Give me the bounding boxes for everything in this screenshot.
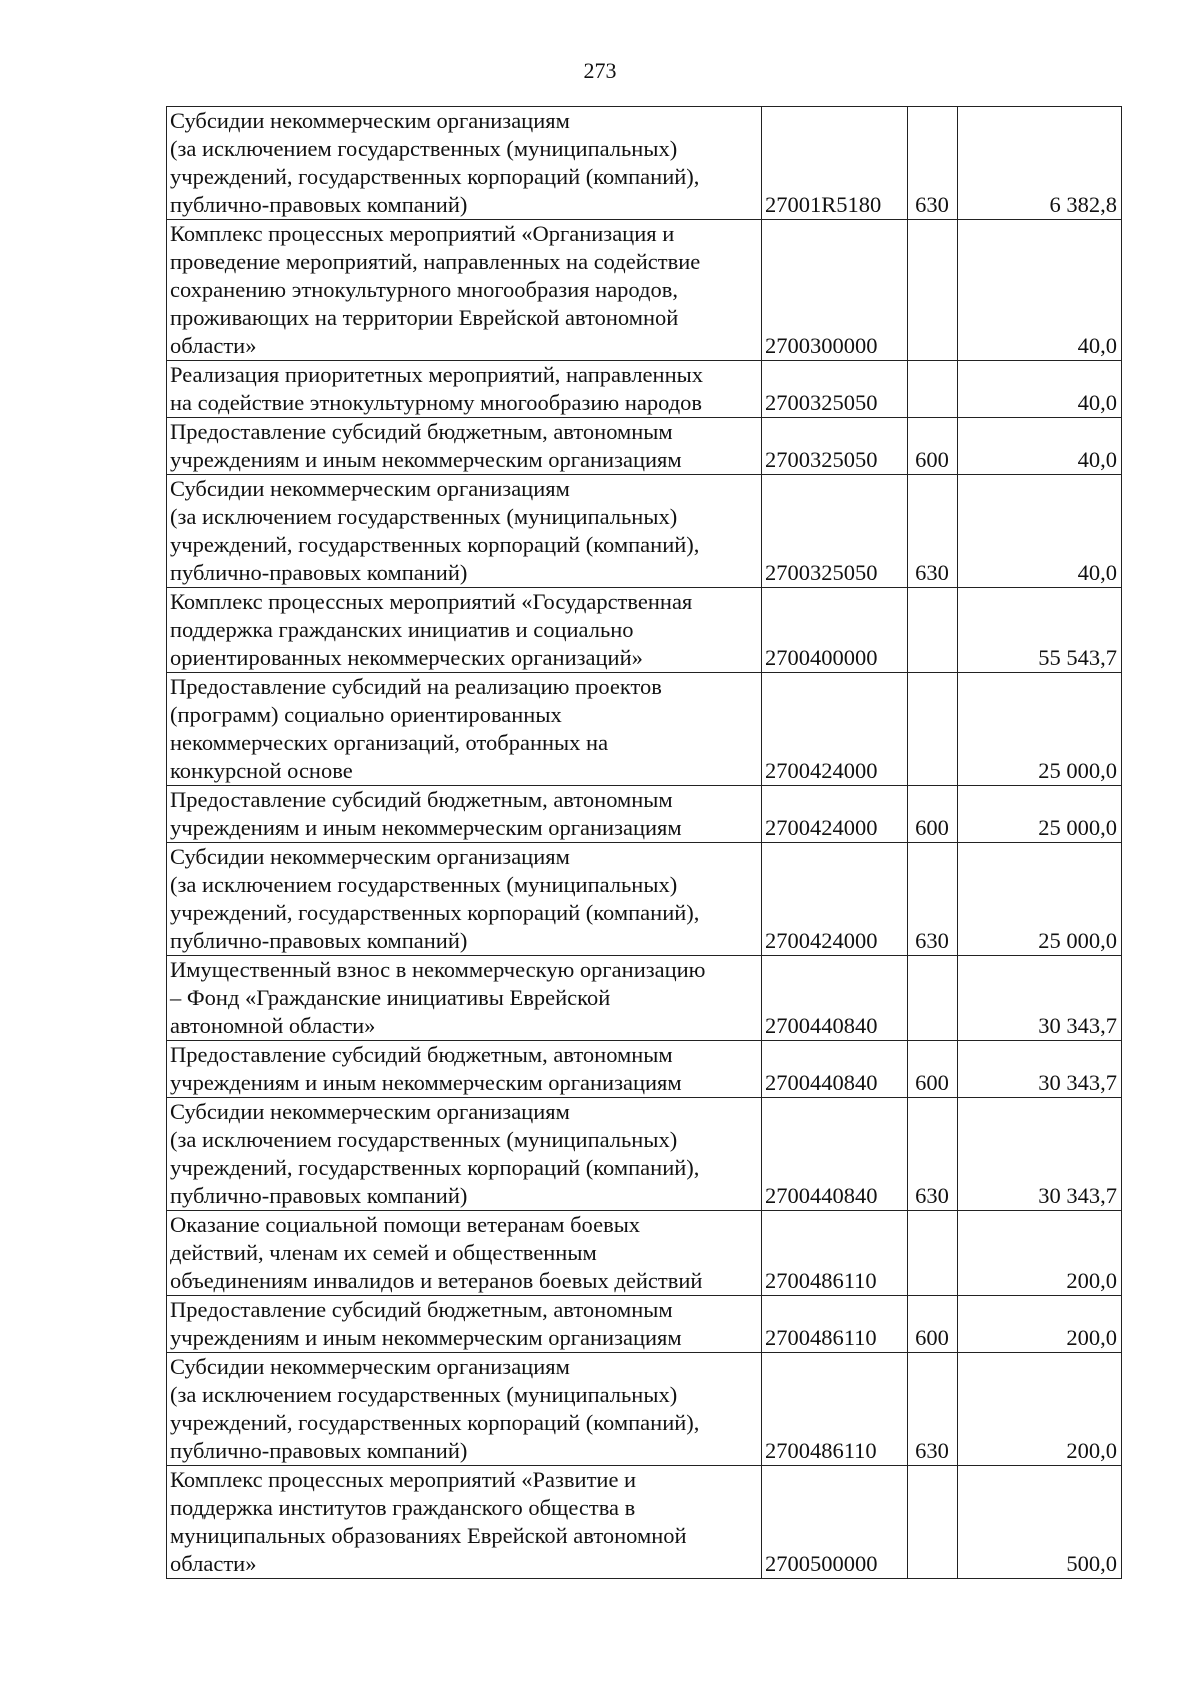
row-name-cell: Предоставление субсидий бюджетным, автономным учреждениям и иным некоммерческим организациям: [167, 786, 762, 843]
row-sum-cell: 25 000,0: [958, 786, 1122, 843]
row-name-cell: Имущественный взнос в некоммерческую организацию – Фонд «Гражданские инициативы Еврейской автономной области»: [167, 956, 762, 1041]
row-code-cell: 2700440840: [762, 1098, 908, 1211]
row-name-cell: Субсидии некоммерческим организациям (за исключением государственных (муниципальных) учреждений, государственных корпораций (компаний), публично-правовых компаний): [167, 107, 762, 220]
row-code-cell: 2700440840: [762, 1041, 908, 1098]
row-type-cell: [908, 361, 958, 418]
row-sum-cell: 30 343,7: [958, 956, 1122, 1041]
table-row: [167, 843, 1122, 956]
table-row: [167, 1098, 1122, 1211]
row-sum-cell: 200,0: [958, 1211, 1122, 1296]
row-sum-cell: 500,0: [958, 1466, 1122, 1579]
row-sum-cell: 200,0: [958, 1296, 1122, 1353]
row-name-cell: Оказание социальной помощи ветеранам боевых действий, членам их семей и общественным объединениям инвалидов и ветеранов боевых действий: [167, 1211, 762, 1296]
row-code-cell: 2700325050: [762, 361, 908, 418]
row-sum-cell: 30 343,7: [958, 1098, 1122, 1211]
budget-table: [166, 106, 1122, 1579]
table-row: [167, 361, 1122, 418]
budget-table-body: [167, 107, 1122, 1579]
row-name-cell: Субсидии некоммерческим организациям (за исключением государственных (муниципальных) учреждений, государственных корпораций (компаний), публично-правовых компаний): [167, 843, 762, 956]
row-type-cell: [908, 1211, 958, 1296]
row-type-cell: 630: [908, 1098, 958, 1211]
row-sum-cell: 40,0: [958, 475, 1122, 588]
table-row: [167, 588, 1122, 673]
row-sum-cell: 6 382,8: [958, 107, 1122, 220]
row-type-cell: [908, 673, 958, 786]
row-sum-cell: 40,0: [958, 220, 1122, 361]
row-type-cell: 600: [908, 418, 958, 475]
row-type-cell: [908, 1466, 958, 1579]
row-code-cell: 2700486110: [762, 1211, 908, 1296]
table-row: [167, 956, 1122, 1041]
row-type-cell: [908, 588, 958, 673]
row-name-cell: Комплекс процессных мероприятий «Организация и проведение мероприятий, направленных на содействие сохранению этнокультурного многообразия народов, проживающих на территории Еврейской автономной области»: [167, 220, 762, 361]
row-code-cell: 2700424000: [762, 843, 908, 956]
table-row: [167, 786, 1122, 843]
row-type-cell: 630: [908, 475, 958, 588]
row-code-cell: 2700325050: [762, 475, 908, 588]
row-sum-cell: 30 343,7: [958, 1041, 1122, 1098]
row-name-cell: Предоставление субсидий на реализацию проектов (программ) социально ориентированных некоммерческих организаций, отобранных на конкурсной основе: [167, 673, 762, 786]
table-row: [167, 673, 1122, 786]
row-type-cell: 600: [908, 786, 958, 843]
row-code-cell: 2700440840: [762, 956, 908, 1041]
row-sum-cell: 40,0: [958, 418, 1122, 475]
row-code-cell: 2700486110: [762, 1353, 908, 1466]
row-type-cell: [908, 956, 958, 1041]
row-code-cell: 27001R5180: [762, 107, 908, 220]
row-name-cell: Субсидии некоммерческим организациям (за исключением государственных (муниципальных) учреждений, государственных корпораций (компаний), публично-правовых компаний): [167, 1098, 762, 1211]
row-code-cell: 2700424000: [762, 673, 908, 786]
table-row: [167, 1041, 1122, 1098]
table-row: [167, 1296, 1122, 1353]
table-row: [167, 1466, 1122, 1579]
row-name-cell: Реализация приоритетных мероприятий, направленных на содействие этнокультурному многообразию народов: [167, 361, 762, 418]
row-sum-cell: 200,0: [958, 1353, 1122, 1466]
table-row: [167, 475, 1122, 588]
row-sum-cell: 55 543,7: [958, 588, 1122, 673]
table-row: [167, 418, 1122, 475]
row-code-cell: 2700500000: [762, 1466, 908, 1579]
row-type-cell: [908, 220, 958, 361]
page-number: 273: [583, 58, 617, 83]
row-sum-cell: 25 000,0: [958, 843, 1122, 956]
row-name-cell: Субсидии некоммерческим организациям (за исключением государственных (муниципальных) учреждений, государственных корпораций (компаний), публично-правовых компаний): [167, 475, 762, 588]
table-row: [167, 107, 1122, 220]
row-name-cell: Комплекс процессных мероприятий «Государственная поддержка гражданских инициатив и социально ориентированных некоммерческих организаций»: [167, 588, 762, 673]
row-code-cell: 2700486110: [762, 1296, 908, 1353]
row-name-cell: Предоставление субсидий бюджетным, автономным учреждениям и иным некоммерческим организациям: [167, 1296, 762, 1353]
row-code-cell: 2700400000: [762, 588, 908, 673]
row-code-cell: 2700325050: [762, 418, 908, 475]
row-type-cell: 630: [908, 1353, 958, 1466]
row-name-cell: Предоставление субсидий бюджетным, автономным учреждениям и иным некоммерческим организациям: [167, 418, 762, 475]
table-row: [167, 1211, 1122, 1296]
row-type-cell: 630: [908, 843, 958, 956]
row-type-cell: 600: [908, 1296, 958, 1353]
row-name-cell: Предоставление субсидий бюджетным, автономным учреждениям и иным некоммерческим организациям: [167, 1041, 762, 1098]
table-row: [167, 220, 1122, 361]
row-type-cell: 600: [908, 1041, 958, 1098]
row-sum-cell: 25 000,0: [958, 673, 1122, 786]
row-name-cell: Субсидии некоммерческим организациям (за исключением государственных (муниципальных) учреждений, государственных корпораций (компаний), публично-правовых компаний): [167, 1353, 762, 1466]
row-sum-cell: 40,0: [958, 361, 1122, 418]
table-row: [167, 1353, 1122, 1466]
row-name-cell: Комплекс процессных мероприятий «Развитие и поддержка институтов гражданского общества в муниципальных образованиях Еврейской автономной области»: [167, 1466, 762, 1579]
row-code-cell: 2700300000: [762, 220, 908, 361]
row-type-cell: 630: [908, 107, 958, 220]
row-code-cell: 2700424000: [762, 786, 908, 843]
